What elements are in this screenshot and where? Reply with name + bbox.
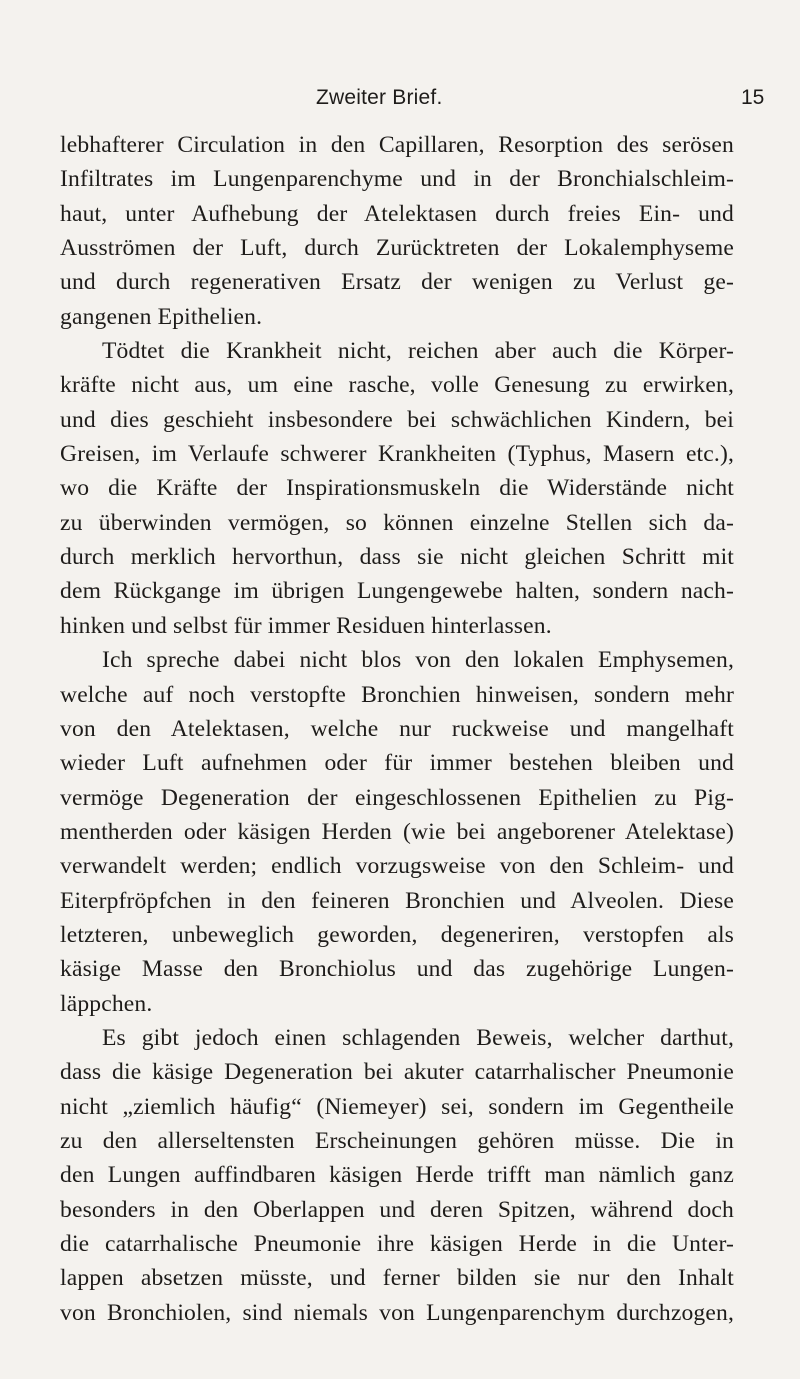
- text-line: dem Rückgange im übrigen Lungengewebe halten, sondern nach-: [60, 578, 734, 605]
- text-line: Tödtet die Krankheit nicht, reichen aber auch die Körper-: [102, 338, 734, 365]
- text-line: dass die käsige Degeneration bei akuter catarrhalischer Pneumonie: [60, 1059, 734, 1086]
- text-line: wo die Kräfte der Inspirationsmuskeln die Widerstände nicht: [60, 475, 734, 502]
- text-line: haut, unter Aufhebung der Atelektasen durch freies Ein- und: [60, 200, 734, 227]
- running-title: Zweiter Brief.: [316, 86, 443, 109]
- text-line: die catarrhalische Pneumonie ihre käsigen Herde in die Unter-: [60, 1231, 734, 1257]
- running-head: [0, 86, 800, 116]
- text-line: nicht „ziemlich häufig“ (Niemeyer) sei, sondern im Gegentheile: [60, 1093, 734, 1120]
- text-line: Ich spreche dabei nicht blos von den lokalen Emphysemen,: [102, 647, 734, 674]
- text-line: läppchen.: [60, 990, 153, 1017]
- text-line: vermöge Degeneration der eingeschlossenen Epithelien zu Pig-: [60, 784, 734, 811]
- text-line: den Lungen auffindbaren käsigen Herde trifft man nämlich ganz: [60, 1162, 734, 1189]
- text-line: gangenen Epithelien.: [60, 303, 263, 330]
- text-line: käsige Masse den Bronchiolus und das zugehörige Lungen-: [60, 956, 734, 983]
- text-line: Eiterpfröpfchen in den feineren Bronchien und Alveolen. Diese: [60, 887, 734, 914]
- body-text: [60, 128, 734, 1330]
- text-line: Greisen, im Verlaufe schwerer Krankheiten (Typhus, Masern etc.),: [60, 441, 734, 468]
- text-line: durch merklich hervorthun, dass sie nicht gleichen Schritt mit: [60, 544, 734, 571]
- page-number: 15: [741, 86, 765, 109]
- text-line: Ausströmen der Luft, durch Zurücktreten der Lokalemphyseme: [60, 235, 734, 262]
- text-line: letzteren, unbeweglich geworden, degeneriren, verstopfen als: [60, 921, 734, 948]
- text-line: lappen absetzen müsste, und ferner bilden sie nur den Inhalt: [60, 1265, 734, 1292]
- text-line: welche auf noch verstopfte Bronchien hinweisen, sondern mehr: [60, 681, 734, 708]
- text-line: lebhafterer Circulation in den Capillaren, Resorption des serösen: [60, 132, 734, 158]
- text-line: und durch regenerativen Ersatz der wenigen zu Verlust ge-: [60, 269, 734, 296]
- text-line: mentherden oder käsigen Herden (wie bei angeborener Atelektase): [60, 818, 734, 845]
- text-line: wieder Luft aufnehmen oder für immer bestehen bleiben und: [60, 750, 734, 777]
- text-line: Es gibt jedoch einen schlagenden Beweis, welcher darthut,: [102, 1024, 734, 1051]
- text-line: kräfte nicht aus, um eine rasche, volle Genesung zu erwirken,: [60, 372, 734, 399]
- text-line: zu den allerseltensten Erscheinungen gehören müsse. Die in: [60, 1127, 734, 1154]
- text-line: verwandelt werden; endlich vorzugsweise von den Schleim- und: [60, 853, 734, 880]
- text-line: von den Atelektasen, welche nur ruckweise und mangelhaft: [60, 715, 734, 742]
- text-line: zu überwinden vermögen, so können einzelne Stellen sich da-: [60, 509, 734, 536]
- text-line: und dies geschieht insbesondere bei schwächlichen Kindern, bei: [60, 406, 734, 433]
- text-line: besonders in den Oberlappen und deren Spitzen, während doch: [60, 1196, 734, 1223]
- text-line: Infiltrates im Lungenparenchyme und in der Bronchialschleim-: [60, 166, 734, 193]
- text-line: hinken und selbst für immer Residuen hinterlassen.: [60, 612, 552, 639]
- text-line: von Bronchiolen, sind niemals von Lungenparenchym durchzogen,: [60, 1299, 734, 1326]
